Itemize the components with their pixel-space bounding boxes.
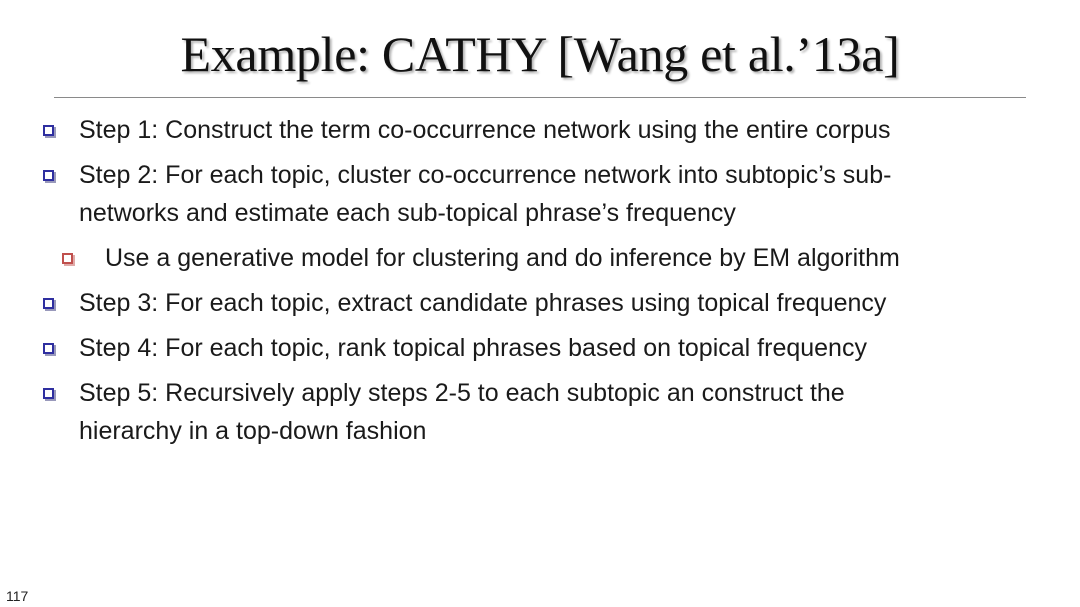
- slide-title: Example: CATHY [Wang et al.’13a]: [180, 26, 900, 82]
- bullet-text-line-1: Step 5: Recursively apply steps 2-5 to each subtopic an construct the: [79, 379, 845, 407]
- square-sub-bullet-icon: [62, 253, 73, 264]
- bullet-text: Step 1: Construct the term co-occurrence network using the entire corpus: [79, 116, 891, 144]
- bullet-text-line-2: hierarchy in a top-down fashion: [79, 417, 427, 445]
- square-bullet-icon: [43, 170, 54, 181]
- square-bullet-icon: [43, 388, 54, 399]
- bullet-text-line-1: Step 2: For each topic, cluster co-occurrence network into subtopic’s sub-: [79, 161, 892, 189]
- sub-bullet-text: Use a generative model for clustering and do inference by EM algorithm: [105, 244, 900, 272]
- square-bullet-icon: [43, 298, 54, 309]
- bullet-text: Step 3: For each topic, extract candidate phrases using topical frequency: [79, 289, 887, 317]
- square-bullet-icon: [43, 125, 54, 136]
- square-bullet-icon: [43, 343, 54, 354]
- bullet-text: Step 4: For each topic, rank topical phrases based on topical frequency: [79, 334, 867, 362]
- title-divider: [54, 97, 1026, 98]
- bullet-text-line-2: networks and estimate each sub-topical phrase’s frequency: [79, 199, 736, 227]
- page-number: 117: [6, 588, 29, 604]
